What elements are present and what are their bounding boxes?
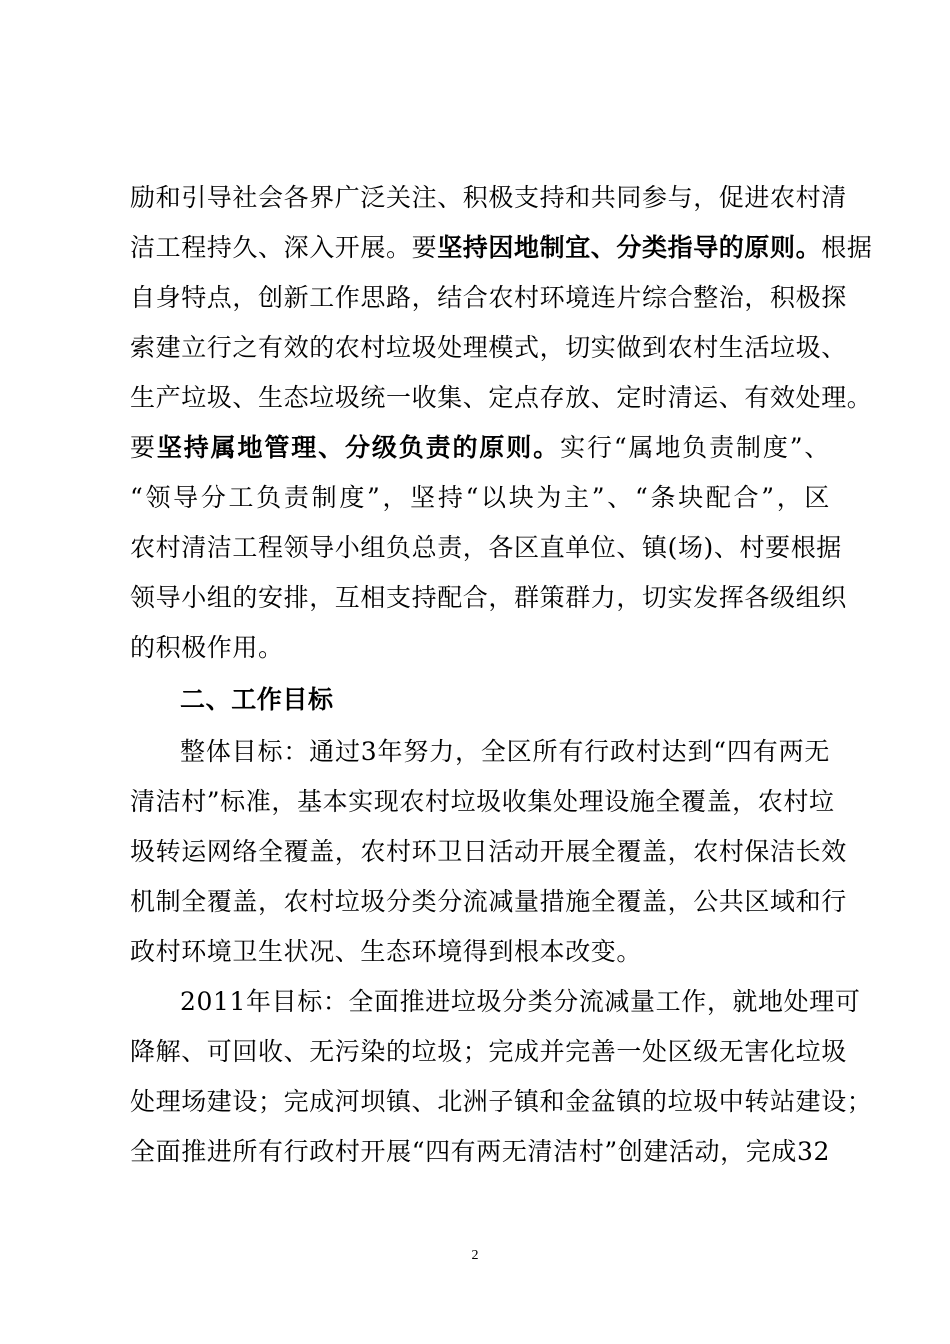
paragraph-line: 政村环境卫生状况、生态环境得到根本改变。	[130, 937, 643, 966]
paragraph-line: 领导小组的安排，互相支持配合，群策群力，切实发挥各级组织	[130, 583, 847, 612]
paragraph-line: “领导分工负责制度”，坚持“以块为主”、“条块配合”，区	[130, 483, 830, 512]
paragraph-line	[130, 431, 830, 465]
text-run: 实行“属地负责制度”、	[560, 433, 830, 462]
paragraph-line: 圾转运网络全覆盖，农村环卫日活动开展全覆盖，农村保洁长效	[130, 837, 847, 866]
paragraph-line: 的积极作用。	[130, 633, 284, 662]
paragraph-line: 整体目标：通过3年努力，全区所有行政村达到“四有两无	[180, 737, 830, 766]
text-run: 洁工程持久、深入开展。要	[130, 233, 438, 262]
text-run: 要	[130, 433, 157, 462]
paragraph-line: 励和引导社会各界广泛关注、积极支持和共同参与，促进农村清	[130, 183, 847, 212]
paragraph-line: 全面推进所有行政村开展“四有两无清洁村”创建活动，完成32	[130, 1137, 830, 1166]
paragraph-line	[130, 231, 873, 265]
page-number: 2	[471, 1248, 479, 1263]
paragraph-line: 机制全覆盖，农村垃圾分类分流减量措施全覆盖，公共区域和行	[130, 887, 847, 916]
paragraph-line: 自身特点，创新工作思路，结合农村环境连片综合整治，积极探	[130, 283, 847, 312]
bold-principle: 坚持因地制宜、分类指导的原则。	[437, 233, 822, 262]
paragraph-line: 农村清洁工程领导小组负总责，各区直单位、镇(场)、村要根据	[130, 533, 842, 562]
paragraph-line: 处理场建设；完成河坝镇、北洲子镇和金盆镇的垃圾中转站建设；	[130, 1087, 873, 1116]
paragraph-line: 生产垃圾、生态垃圾统一收集、定点存放、定时清运、有效处理。	[130, 383, 873, 412]
text-run: 根据	[821, 233, 873, 262]
section-heading: 二、工作目标	[180, 685, 334, 714]
paragraph-line: 降解、可回收、无污染的垃圾；完成并完善一处区级无害化垃圾	[130, 1037, 847, 1066]
paragraph-line: 2011年目标：全面推进垃圾分类分流减量工作，就地处理可	[180, 987, 861, 1016]
paragraph-line: 清洁村”标准，基本实现农村垃圾收集处理设施全覆盖，农村垃	[130, 787, 835, 816]
paragraph-line: 索建立行之有效的农村垃圾处理模式，切实做到农村生活垃圾、	[130, 333, 847, 362]
bold-principle: 坚持属地管理、分级负责的原则。	[156, 433, 561, 462]
